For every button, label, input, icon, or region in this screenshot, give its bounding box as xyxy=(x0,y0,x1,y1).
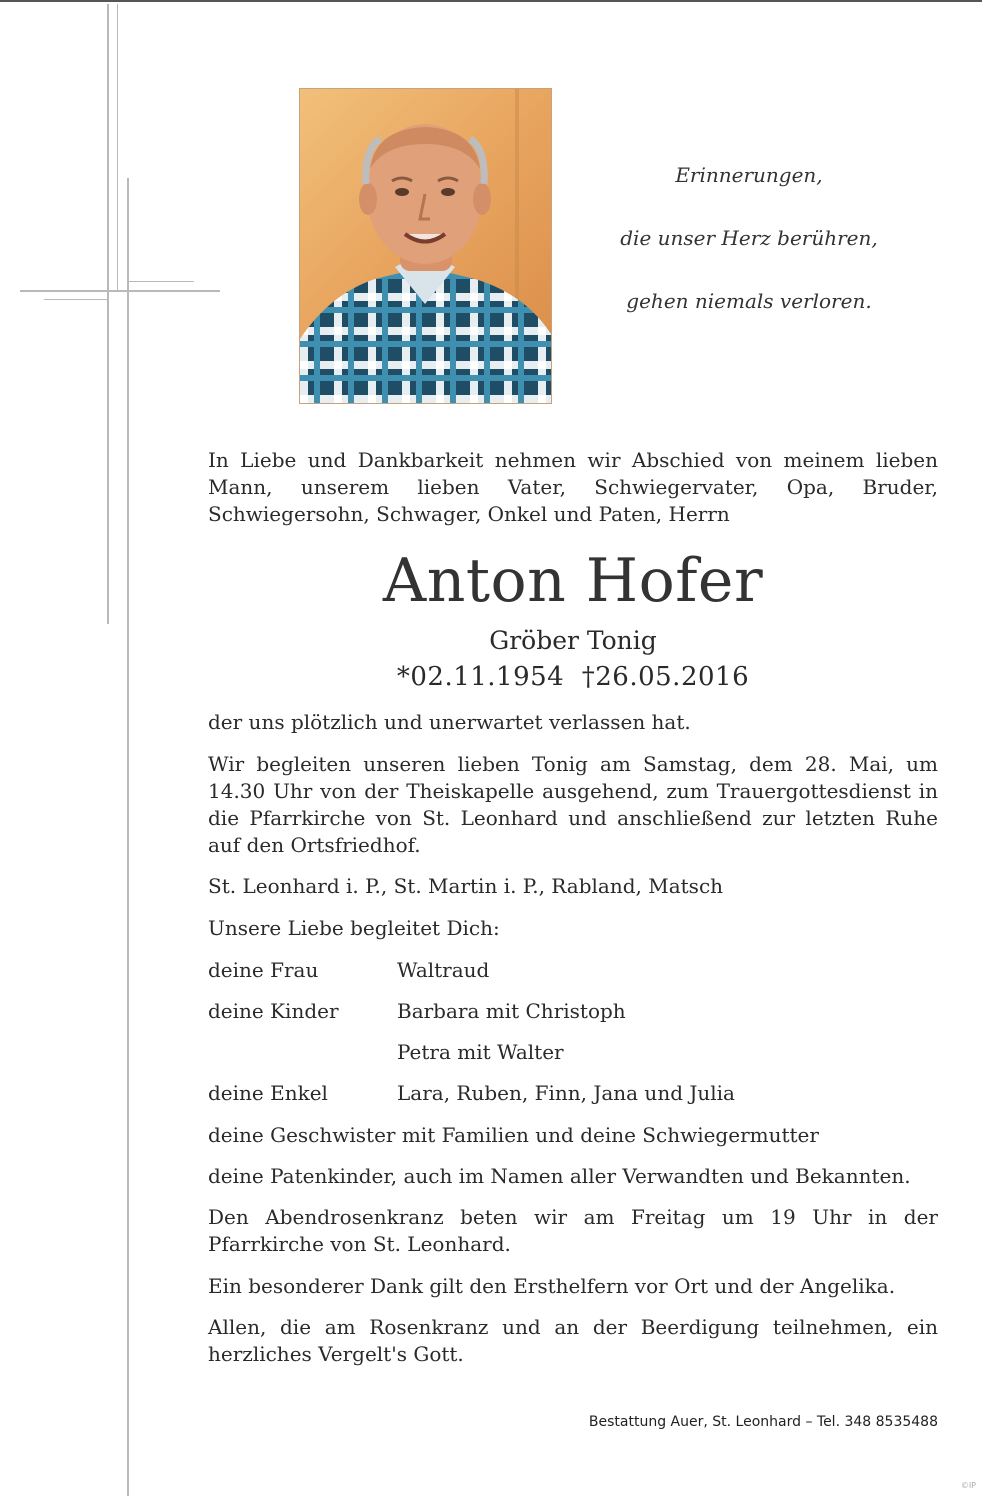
funeral-paragraph xyxy=(208,751,938,859)
family-label: deine Kinder xyxy=(208,999,339,1023)
intro-line: Schwiegersohn, Schwager, Onkel und Paten, Herrn xyxy=(208,502,730,526)
intro-paragraph xyxy=(208,447,938,528)
top-border xyxy=(0,0,982,2)
portrait-photo xyxy=(299,88,552,404)
intro-line: In Liebe und Dankbarkeit nehmen wir Abschied von meinem lieben xyxy=(208,448,938,472)
poem-line: gehen niemals verloren. xyxy=(626,289,872,313)
funeral-line: auf den Ortsfriedhof. xyxy=(208,833,421,857)
family-value: Waltraud xyxy=(397,958,490,982)
family-label: deine Enkel xyxy=(208,1081,328,1105)
funeral-line: 14.30 Uhr von der Theiskapelle ausgehend, zum Trauergottesdienst in xyxy=(208,779,938,803)
godchildren-text: deine Patenkinder, auch im Namen aller Verwandten und Bekannten. xyxy=(208,1164,911,1188)
rosary-paragraph xyxy=(208,1204,938,1258)
gratitude-line: Allen, die am Rosenkranz und an der Beerdigung teilnehmen, ein xyxy=(208,1315,938,1339)
intro-line: Mann, unserem lieben Vater, Schwiegervater, Opa, Bruder, xyxy=(208,475,938,499)
passed-text: der uns plötzlich und unerwartet verlassen hat. xyxy=(208,710,691,734)
funeral-line: die Pfarrkirche von St. Leonhard und anschließend zur letzten Ruhe xyxy=(208,806,938,830)
gratitude-line: herzliches Vergelt's Gott. xyxy=(208,1342,464,1366)
places-text: St. Leonhard i. P., St. Martin i. P., Rabland, Matsch xyxy=(208,874,724,898)
gratitude-paragraph xyxy=(208,1314,938,1368)
funeral-home-footer: Bestattung Auer, St. Leonhard – Tel. 348 8535488 xyxy=(588,1414,938,1430)
deceased-nickname: Gröber Tonig xyxy=(489,626,657,655)
poem xyxy=(596,160,902,349)
poem-line: die unser Herz berühren, xyxy=(620,226,878,250)
funeral-line: Wir begleiten unseren lieben Tonig am Samstag, dem 28. Mai, um xyxy=(208,752,938,776)
siblings-text: deine Geschwister mit Familien und deine Schwiegermutter xyxy=(208,1123,819,1147)
rosary-line: Den Abendrosenkranz beten wir am Freitag um 19 Uhr in der xyxy=(208,1205,938,1229)
family-value: Petra mit Walter xyxy=(397,1040,564,1064)
family-value: Barbara mit Christoph xyxy=(397,999,626,1023)
love-text: Unsere Liebe begleitet Dich: xyxy=(208,916,500,940)
poem-line: Erinnerungen, xyxy=(675,163,823,187)
rosary-line: Pfarrkirche von St. Leonhard. xyxy=(208,1232,511,1256)
corner-mark: ©IP xyxy=(960,1481,976,1490)
family-value: Lara, Ruben, Finn, Jana und Julia xyxy=(397,1081,735,1105)
deceased-name: Anton Hofer xyxy=(382,546,764,616)
life-dates: *02.11.1954 †26.05.2016 xyxy=(396,662,750,692)
thanks-text: Ein besonderer Dank gilt den Ersthelfern vor Ort und der Angelika. xyxy=(208,1274,896,1298)
family-label: deine Frau xyxy=(208,958,319,982)
